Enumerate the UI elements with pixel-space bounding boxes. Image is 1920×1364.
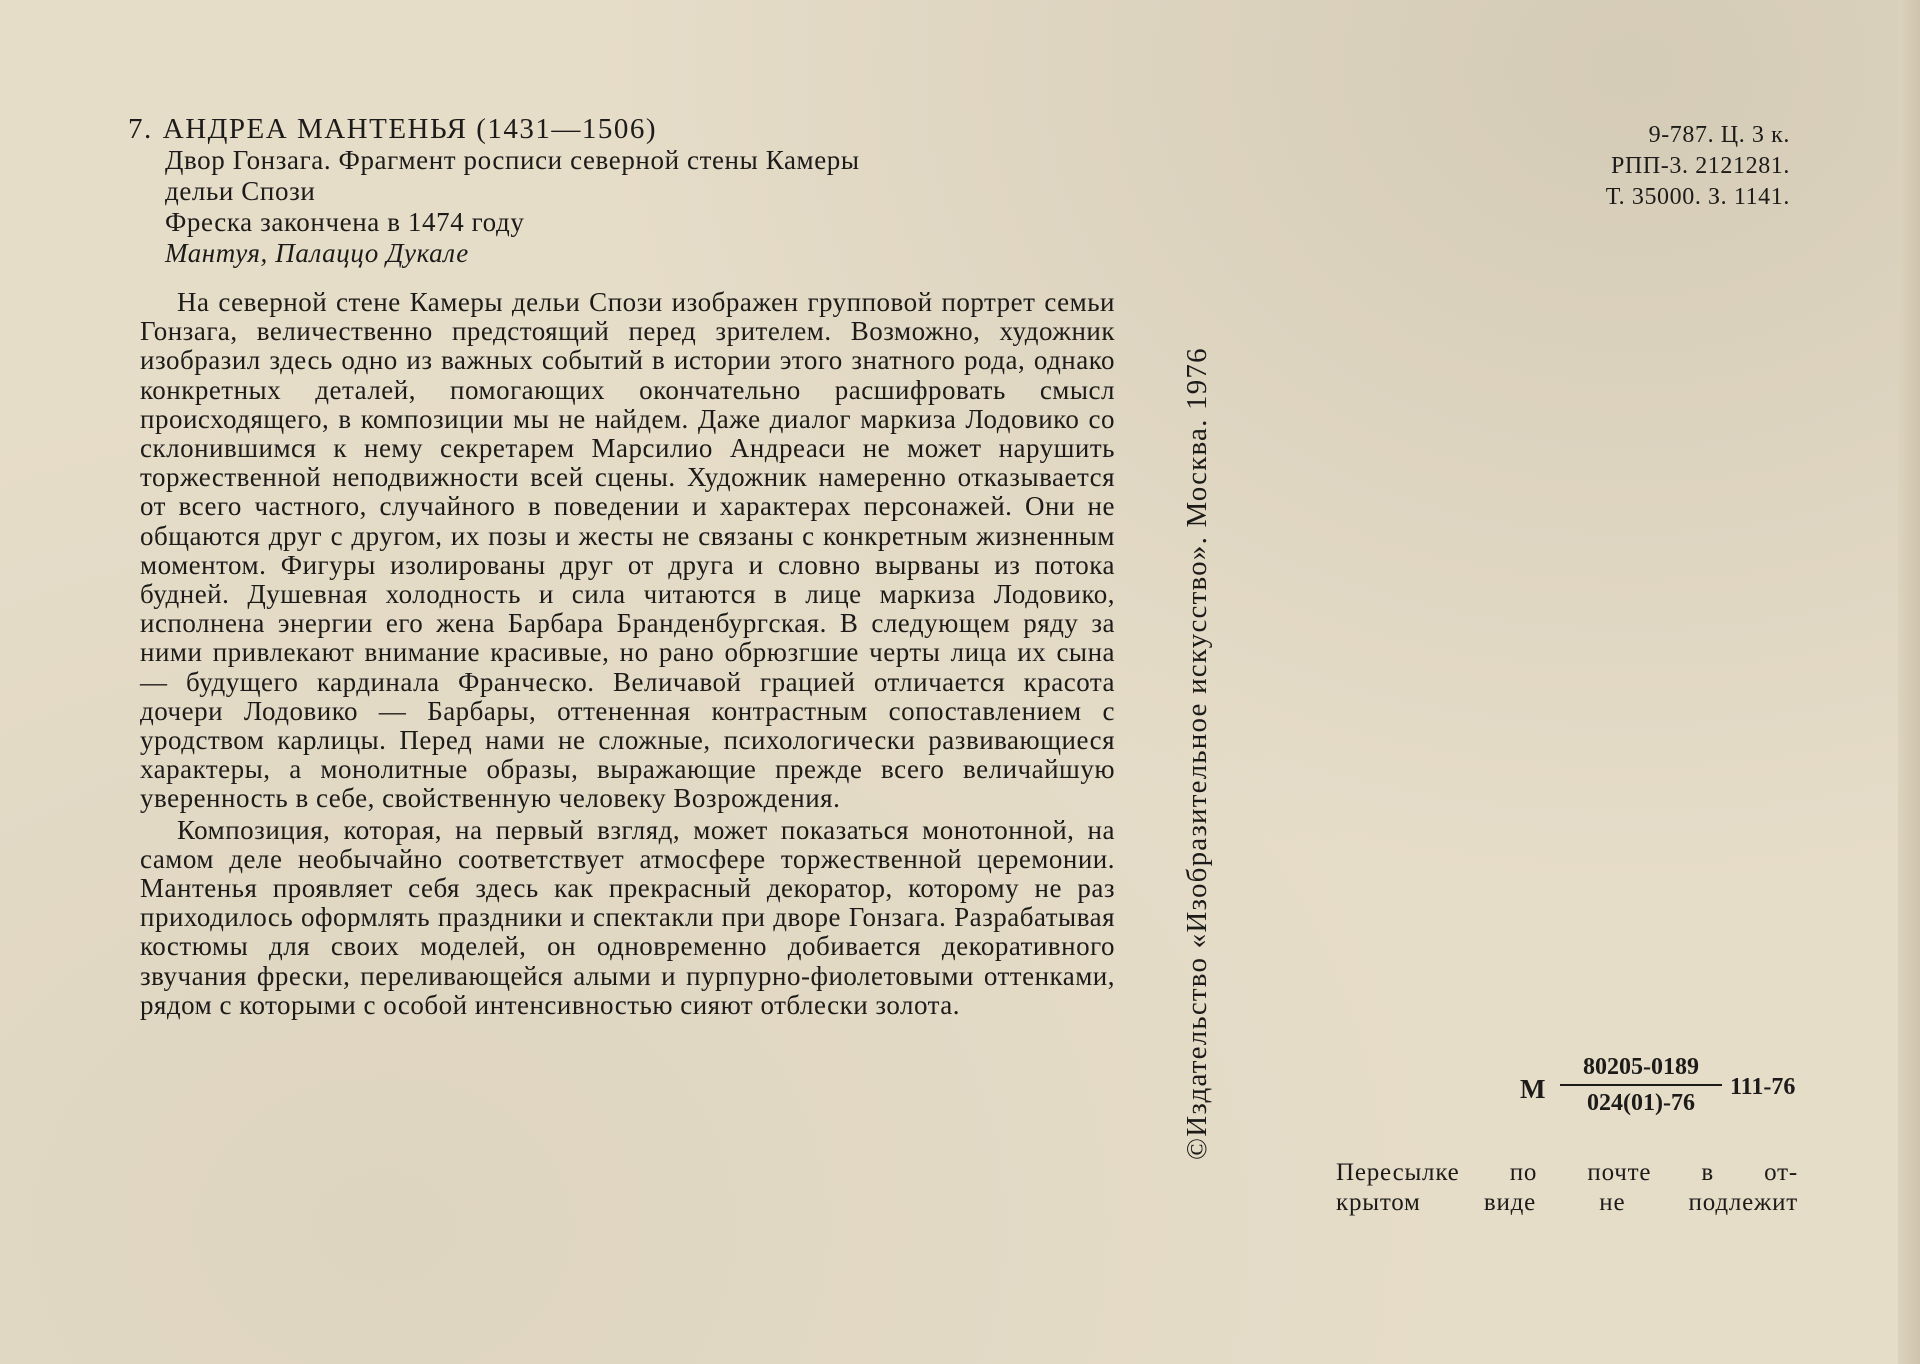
artist-title-line <box>128 114 1118 145</box>
price-line-3: Т. 35000. З. 1141. <box>1605 184 1790 210</box>
mail-notice-line-2: крытом виде не подлежит <box>1336 1189 1798 1216</box>
publisher-imprint: ©Издательство «Изобразительное искусство». Москва. 1976 <box>1181 347 1213 1160</box>
artwork-subtitle-line1: Двор Гонзага. Фрагмент росписи северной стены Камеры <box>165 145 860 175</box>
artwork-subtitle-line2: дельи Спози <box>165 176 316 206</box>
artwork-technique: Фреска закончена в 1474 году <box>165 207 525 237</box>
artist-name: АНДРЕА МАНТЕНЬЯ (1431—1506) <box>162 113 658 145</box>
paper-edge <box>1898 0 1920 1364</box>
catalog-code-numerator: 80205-0189 <box>1583 1054 1699 1080</box>
mail-notice <box>1336 1158 1798 1218</box>
catalog-code-denominator: 024(01)-76 <box>1587 1090 1695 1116</box>
catalog-code <box>1520 1052 1800 1122</box>
price-line-2: РПП-3. 2121281. <box>1610 153 1790 179</box>
price-line-1: 9-787. Ц. 3 к. <box>1648 122 1790 148</box>
catalog-code-suffix: 111-76 <box>1730 1074 1796 1100</box>
artwork-location: Мантуя, Палаццо Дукале <box>165 238 469 268</box>
description-text <box>140 288 1115 1020</box>
print-details <box>1490 120 1790 213</box>
catalog-code-prefix: М <box>1520 1074 1546 1104</box>
fraction-bar <box>1560 1084 1722 1086</box>
artwork-heading <box>128 114 1118 269</box>
card-number: 7. <box>128 113 153 145</box>
catalog-code-fraction <box>1560 1052 1722 1118</box>
description-paragraph-2: Композиция, которая, на первый взгляд, может показаться монотонной, на самом деле необычайно соответствует атмосфере торжественной церемонии. Мантенья проявляет себя здесь как прекрасный декоратор, которому не раз приходилось оформлять праздники и спектакли при дворе Гонзага. Разрабатывая костюмы для своих моделей, он одновременно добивается декоративного звучания фрески, переливающейся алыми и пурпурно-фиолетовыми оттенками, рядом с которыми с особой интенсивностью сияют отблески золота. <box>140 814 1115 1020</box>
mail-notice-line-1: Пересылке по почте в от- <box>1336 1159 1798 1186</box>
description-paragraph-1: На северной стене Камеры дельи Спози изображен групповой портрет семьи Гонзага, величественно предстоящий перед зрителем. Возможно, художник изобразил здесь одно из важных событий в истории этого знатного рода, однако конкретных деталей, помогающих окончательно расшифровать смысл происходящего, в композиции мы не найдем. Даже диалог маркиза Лодовико со склонившимся к нему секретарем Марсилио Андреаси не может нарушить торжественной неподвижности всей сцены. Художник намеренно отказывается от всего частного, случайного в поведении и характерах персонажей. Они не общаются друг с другом, их позы и жесты не связаны с конкретным жизненным моментом. Фигуры изолированы друг от друга и словно вырваны из потока будней. Душевная холодность и сила читаются в лице маркиза Лодовико, исполнена энергии его жена Барбара Бранденбургская. В следующем ряду за ними привлекают внимание красивые, но рано обрюзгшие черты лица их сына — будущего кардинала Франческо. Величавой грацией отличается красота дочери Лодовико — Барбары, оттененная контрастным сопоставлением с уродством карлицы. Перед нами не сложные, психологически развивающиеся характеры, а монолитные образы, выражающие прежде всего величайшую уверенность в себе, свойственную человеку Возрождения. <box>140 287 1115 814</box>
